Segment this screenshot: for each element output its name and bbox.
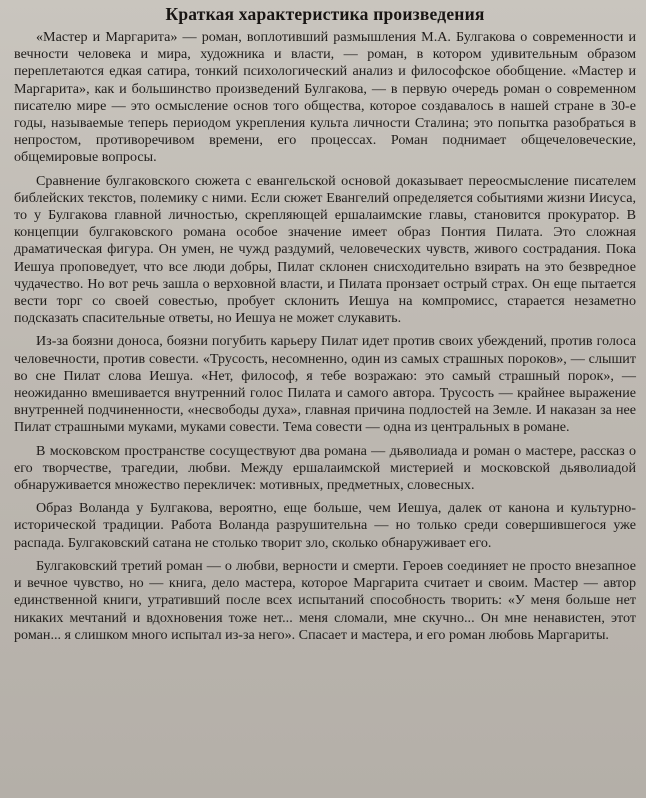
text-body bbox=[14, 29, 636, 644]
paragraph-6: Булгаковский третий роман — о любви, верности и смерти. Героев соединяет не просто внезапное и вечное чувство, но — книга, дело мастера, которое Маргарита считает и своим. Мастер — автор единственной книги, утративший после всех испытаний способность творить: «У меня больше нет никаких мечтаний и вдохновения тоже нет... меня сломали, мне скучно... Он мне ненавистен, этот роман... я слишком много испытал из-за него». Спасает и мастера, и его роман любовь Маргариты. bbox=[14, 557, 636, 643]
paragraph-4: В московском пространстве сосуществуют два романа — дьяволиада и роман о мастере, рассказ о его творчестве, трагедии, любви. Между ершалаимской мистерией и московской дьяволиадой обнаруживается множество перекличек: мотивных, предметных, словесных. bbox=[14, 442, 636, 494]
page-title: Краткая характеристика произведения bbox=[165, 4, 485, 24]
paragraph-5: Образ Воланда у Булгакова, вероятно, еще больше, чем Иешуа, далек от канона и культурно-исторической традиции. Работа Воланда разрушительна — но только среди совершившегося уже распада. Булгаковский сатана не столько творит зло, сколько обнаруживает его. bbox=[14, 500, 636, 551]
paragraph-1: «Мастер и Маргарита» — роман, воплотивший размышления М.А. Булгакова о современности и вечности человека и мира, художника и власти, — роман, в котором удивительным образом переплетаются едкая сатира, тонкий психологический анализ и философское обобщение. «Мастер и Маргарита», как и большинство произведений Булгакова, — в первую очередь роман о современном писателю мире — это осмысление основ того общества, которое создавалось в нашей стране в 30-е годы, называемые теперь периодом укрепления культа личности Сталина; это попытка разобраться в непростом, противоречивом времени, его процессах. Роман поднимает общечеловеческие, общемировые вопросы. bbox=[14, 29, 636, 166]
paragraph-2: Сравнение булгаковского сюжета с евангельской основой доказывает переосмысление писателем библейских текстов, полемику с ними. Если сюжет Евангелий определяется событиями жизни Иисуса, то у Булгакова главной личностью, скрепляющей ершалаимские главы, становится прокуратор. В концепции булгаковского романа особое значение имеет образ Понтия Пилата. Это сложная драматическая фигура. Он умен, не чужд раздумий, человеческих чувств, живого сострадания. Пока Иешуа проповедует, что все люди добры, Пилат склонен снисходительно взирать на это безвредное чудачество. Но вот речь зашла о верховной власти, и Пилата пронзает острый страх. Он еще пытается вести торг со своей совестью, пробует склонить Иешуа на компромисс, старается незаметно подсказать спасительные ответы, но Иешуа не может слукавить. bbox=[14, 172, 636, 327]
paragraph-3: Из-за боязни доноса, боязни погубить карьеру Пилат идет против своих убеждений, против голоса человечности, против совести. «Трусость, несомненно, один из самых страшных пороков», — слышит во сне Пилат слова Иешуа. «Нет, философ, я тебе возражаю: это самый страшный порок», — неожиданно вмешивается внутренний голос Пилата и самого автора. Трусость — крайнее выражение внутренней подчиненности, «несвободы духа», главная причина подлостей на Земле. И наказан за нее Пилат страшными муками, муками совести. Тема совести — одна из центральных в романе. bbox=[14, 333, 636, 436]
